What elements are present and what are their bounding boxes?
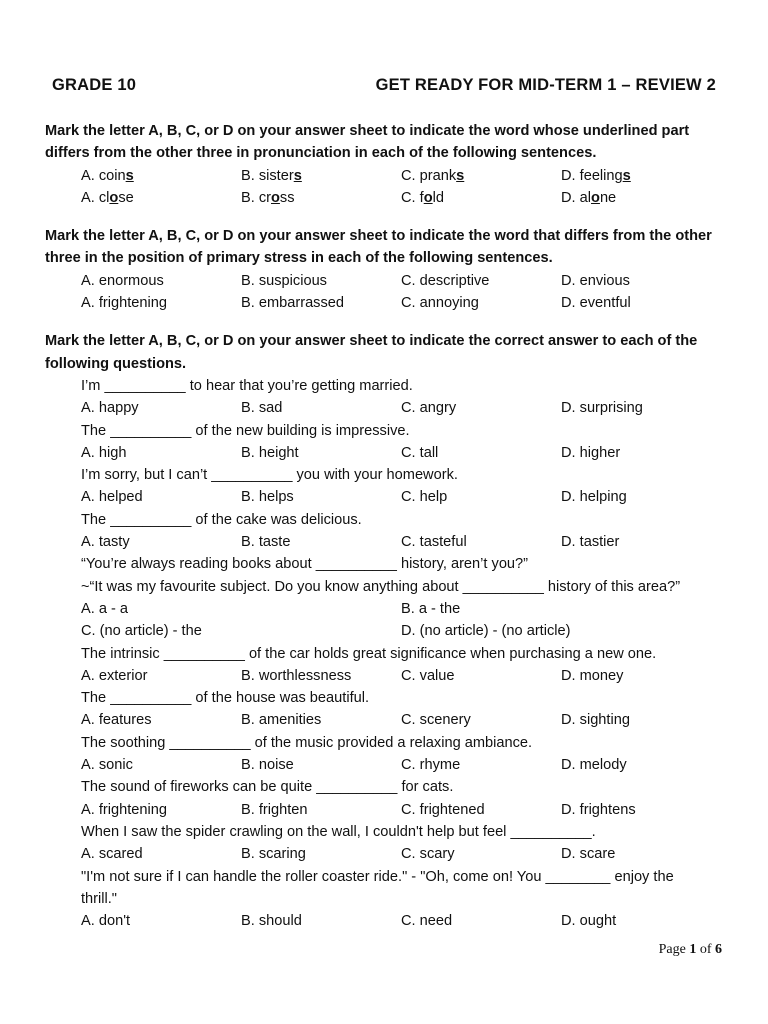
question-11-stem-continued: thrill." [81, 890, 117, 907]
pronunciation-q1-options [45, 165, 725, 187]
question-10-options [45, 843, 725, 865]
stress-q1-options [45, 270, 725, 292]
question-10-stem: When I saw the spider crawling on the wall, I couldn't help but feel __________. [81, 823, 596, 840]
option-d: D. sighting [561, 712, 630, 729]
option-d: D. feelings [561, 167, 631, 184]
option-d: D. (no article) - (no article) [401, 623, 571, 640]
question-8-stem: The soothing __________ of the music provided a relaxing ambiance. [81, 734, 533, 751]
pronunciation-instruction: Mark the letter A, B, C, or D on your answer sheet to indicate the word whose underlined part differs from the other three in pronunciation in each of the following sentences. [45, 123, 690, 162]
option-c: C. help [401, 489, 448, 506]
question-6-options [45, 665, 725, 687]
option-d: D. scare [561, 846, 616, 863]
option-d: D. frightens [561, 801, 636, 818]
option-d: D. melody [561, 757, 627, 774]
option-c: C. tasteful [401, 534, 467, 551]
question-1-options [45, 397, 725, 419]
option-b: B. frighten [241, 801, 308, 818]
question-3-stem: I’m sorry, but I can’t __________ you with your homework. [81, 467, 458, 484]
option-b: B. worthlessness [241, 667, 352, 684]
option-b: B. sad [241, 400, 283, 417]
stress-instruction: Mark the letter A, B, C, or D on your answer sheet to indicate the word that differs from the other three in the position of primary stress in each of the following sentences. [45, 228, 712, 267]
stress-section [45, 225, 725, 314]
option-a: A. enormous [81, 272, 164, 289]
multiple-choice-section [45, 330, 725, 932]
option-d: D. higher [561, 444, 621, 461]
option-b: B. cross [241, 189, 295, 206]
option-b: B. suspicious [241, 272, 327, 289]
option-d: D. eventful [561, 295, 631, 312]
mc-instruction: Mark the letter A, B, C, or D on your answer sheet to indicate the correct answer to each of the following questions. [45, 333, 698, 372]
option-d: D. money [561, 667, 624, 684]
pronunciation-q2-options [45, 187, 725, 209]
option-b: B. helps [241, 489, 294, 506]
option-a: A. frightening [81, 295, 167, 312]
option-b: B. amenities [241, 712, 322, 729]
option-b: B. noise [241, 757, 294, 774]
option-c: C. annoying [401, 295, 479, 312]
question-3-options [45, 486, 725, 508]
question-5-stem-reply: ~“It was my favourite subject. Do you know anything about __________ history of this area?” [81, 578, 681, 595]
question-9-stem: The sound of fireworks can be quite __________ for cats. [81, 779, 454, 796]
option-c: C. scenery [401, 712, 471, 729]
option-b: B. sisters [241, 167, 302, 184]
option-d: D. surprising [561, 400, 643, 417]
question-7-stem: The __________ of the house was beautiful. [81, 690, 370, 707]
worksheet-body [45, 120, 725, 948]
option-a: A. features [81, 712, 152, 729]
option-d: D. alone [561, 189, 617, 206]
option-c: C. angry [401, 400, 457, 417]
page-header [52, 76, 716, 100]
option-a: A. close [81, 189, 134, 206]
question-11-options [45, 910, 725, 932]
option-a: A. coins [81, 167, 134, 184]
option-c: C. need [401, 913, 453, 930]
stress-q2-options [45, 292, 725, 314]
option-a: A. scared [81, 846, 143, 863]
option-c: C. scary [401, 846, 455, 863]
option-c: C. pranks [401, 167, 465, 184]
option-a: A. tasty [81, 534, 130, 551]
option-d: D. ought [561, 913, 617, 930]
option-a: A. don't [81, 913, 131, 930]
option-d: D. tastier [561, 534, 620, 551]
option-d: D. envious [561, 272, 630, 289]
option-b: B. embarrassed [241, 295, 345, 312]
option-b: B. height [241, 444, 299, 461]
option-a: A. exterior [81, 667, 148, 684]
option-c: C. descriptive [401, 272, 490, 289]
question-2-options [45, 442, 725, 464]
option-b: B. taste [241, 534, 291, 551]
option-a: A. sonic [81, 757, 133, 774]
question-11-stem: "I'm not sure if I can handle the roller coaster ride." - "Oh, come on! You ________ enjoy the [81, 868, 674, 885]
question-5-options-row-2 [45, 620, 725, 642]
pronunciation-section [45, 120, 725, 209]
option-c: C. rhyme [401, 757, 461, 774]
option-c: C. (no article) - the [81, 623, 202, 640]
question-9-options [45, 799, 725, 821]
option-b: B. scaring [241, 846, 306, 863]
grade-label: GRADE 10 [52, 76, 137, 94]
option-a: A. frightening [81, 801, 167, 818]
option-a: A. helped [81, 489, 143, 506]
question-5-stem: “You’re always reading books about __________ history, aren’t you?” [81, 556, 529, 573]
question-1-stem: I’m __________ to hear that you’re getting married. [81, 377, 413, 394]
question-4-stem: The __________ of the cake was delicious. [81, 511, 362, 528]
option-b: B. should [241, 913, 302, 930]
question-2-stem: The __________ of the new building is impressive. [81, 422, 410, 439]
option-c: C. tall [401, 444, 439, 461]
question-6-stem: The intrinsic __________ of the car holds great significance when purchasing a new one. [81, 645, 657, 662]
option-a: A. high [81, 444, 127, 461]
option-b: B. a - the [401, 600, 461, 617]
worksheet-title: GET READY FOR MID-TERM 1 – REVIEW 2 [375, 76, 716, 94]
page-number: Page 1 of 6 [658, 942, 722, 957]
option-a: A. a - a [81, 600, 129, 617]
option-c: C. fold [401, 189, 444, 206]
question-7-options [45, 709, 725, 731]
option-d: D. helping [561, 489, 627, 506]
question-8-options [45, 754, 725, 776]
question-4-options [45, 531, 725, 553]
option-c: C. value [401, 667, 455, 684]
question-5-options-row-1 [45, 598, 725, 620]
option-c: C. frightened [401, 801, 485, 818]
option-a: A. happy [81, 400, 139, 417]
